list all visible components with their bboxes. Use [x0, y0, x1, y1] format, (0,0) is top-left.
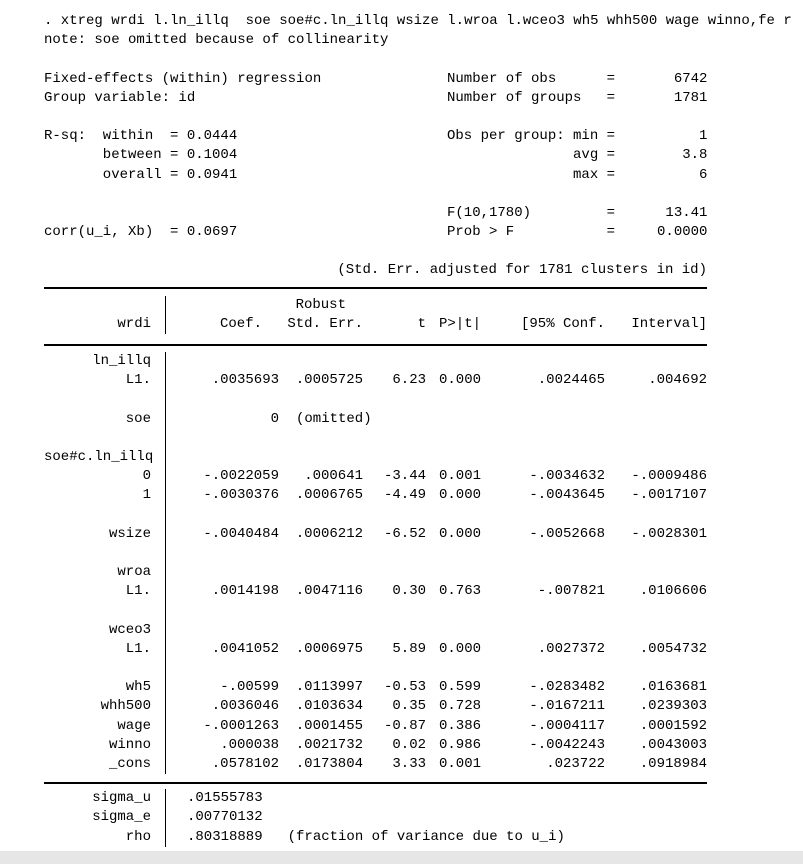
- header-robust: Robust: [295, 296, 346, 313]
- header-p: P>|t|: [438, 315, 481, 332]
- p-cell: 0.001: [438, 755, 481, 772]
- summary-row: [44, 166, 707, 185]
- table-spacer-row: [44, 506, 707, 525]
- cluster-adjustment-note: (Std. Err. adjusted for 1781 clusters in id): [337, 262, 707, 279]
- header-label-spacer: [44, 296, 166, 315]
- summary-row: [44, 204, 707, 223]
- bottom-window-edge: [0, 851, 803, 864]
- se-cell: .0113997: [295, 679, 363, 696]
- var-label: wh5: [44, 678, 166, 697]
- var-label: [44, 506, 166, 525]
- header-ci-low: [95% Conf.: [520, 315, 605, 332]
- coef-cell: .0035693: [211, 372, 279, 389]
- se-cell: .0047116: [295, 583, 363, 600]
- table-row: [44, 678, 707, 697]
- sigma-u-value: .01555783: [187, 790, 263, 807]
- coef-cell: -.0030376: [203, 487, 279, 504]
- var-label: ln_illq: [44, 352, 166, 371]
- p-cell: 0.728: [438, 698, 481, 715]
- header-spacer: [426, 296, 481, 315]
- var-label: 0: [44, 467, 166, 486]
- t-cell: -6.52: [383, 525, 426, 542]
- summary-right-text: avg = 3.8: [447, 147, 708, 164]
- stat-value: [166, 808, 707, 827]
- summary-row: [44, 185, 707, 204]
- ci-low-cell: -.0034632: [529, 468, 605, 485]
- table-row: [44, 717, 707, 736]
- summary-row: [44, 89, 707, 108]
- coef-cell: .000038: [220, 736, 279, 753]
- ci-low-cell: .0027372: [537, 640, 605, 657]
- var-label: [44, 659, 166, 678]
- p-cell: 0.763: [438, 583, 481, 600]
- table-row: [44, 697, 707, 716]
- sigma-e-row: [44, 808, 707, 827]
- summary-right-text: max = 6: [447, 166, 708, 183]
- se-cell: .0001455: [295, 717, 363, 734]
- table-row: [44, 640, 707, 659]
- table-header-row-main: [44, 315, 707, 334]
- sigma-e-value: .00770132: [187, 809, 263, 826]
- p-cell: 0.000: [438, 525, 481, 542]
- var-label: soe#c.ln_illq: [44, 448, 166, 467]
- ci-high-cell: .0043003: [639, 736, 707, 753]
- stat-label: rho: [44, 828, 166, 847]
- var-label: _cons: [44, 755, 166, 774]
- summary-row: [44, 127, 707, 146]
- summary-left-text: Fixed-effects (within) regression: [44, 70, 322, 87]
- table-row: [44, 736, 707, 755]
- summary-right-text: Prob > F = 0.0000: [447, 224, 708, 241]
- var-label: L1.: [44, 640, 166, 659]
- summary-right-text: Number of groups = 1781: [447, 89, 708, 106]
- ci-low-cell: .023722: [546, 755, 605, 772]
- var-label: whh500: [44, 697, 166, 716]
- summary-row: [44, 146, 707, 165]
- ci-high-cell: -.0017107: [631, 487, 707, 504]
- collinearity-note: note: soe omitted because of collinearity: [44, 32, 389, 49]
- t-cell: 5.89: [392, 640, 426, 657]
- ci-high-cell: -.0028301: [631, 525, 707, 542]
- ci-low-cell: -.0042243: [529, 736, 605, 753]
- summary-left-text: Group variable: id: [44, 89, 196, 106]
- summary-right-text: Obs per group: min = 1: [447, 128, 708, 145]
- var-label: wage: [44, 717, 166, 736]
- var-label: 1: [44, 486, 166, 505]
- table-row: [44, 467, 707, 486]
- header-coef: Coef.: [219, 315, 262, 332]
- table-row: [44, 448, 707, 467]
- rho-row: [44, 828, 707, 847]
- coefficient-table-body: [44, 346, 707, 782]
- spacer-line: [44, 50, 707, 69]
- results-output: [44, 12, 792, 847]
- t-cell: -0.53: [383, 679, 426, 696]
- var-label: [44, 390, 166, 409]
- ci-low-cell: -.007821: [537, 583, 605, 600]
- table-row: [44, 371, 707, 390]
- t-cell: 0.35: [392, 698, 426, 715]
- ci-low-cell: -.0052668: [529, 525, 605, 542]
- var-label: wsize: [44, 525, 166, 544]
- variance-components-block: [44, 784, 707, 847]
- table-spacer-row: [44, 390, 707, 409]
- t-cell: -4.49: [383, 487, 426, 504]
- model-summary-block: [44, 70, 707, 243]
- ci-high-cell: .0239303: [639, 698, 707, 715]
- t-cell: 0.02: [392, 736, 426, 753]
- stat-value: [166, 789, 707, 808]
- table-spacer-row: [44, 659, 707, 678]
- table-header-row-robust: [44, 296, 707, 315]
- ci-low-cell: -.0283482: [529, 679, 605, 696]
- p-cell: 0.001: [438, 468, 481, 485]
- p-cell: 0.599: [438, 679, 481, 696]
- var-label: [44, 544, 166, 563]
- var-label: winno: [44, 736, 166, 755]
- se-cell: .0173804: [295, 755, 363, 772]
- table-row: [44, 525, 707, 544]
- summary-left-text: between = 0.1004: [44, 147, 238, 164]
- p-cell: 0.986: [438, 736, 481, 753]
- coef-cell: .0041052: [211, 640, 279, 657]
- summary-left-text: R-sq: within = 0.0444: [44, 128, 238, 145]
- t-cell: 0.30: [392, 583, 426, 600]
- ci-high-cell: .0001592: [639, 717, 707, 734]
- table-row: [44, 352, 707, 371]
- summary-row: [44, 223, 707, 242]
- header-spacer: [605, 296, 707, 315]
- ci-high-cell: .0054732: [639, 640, 707, 657]
- ci-low-cell: -.0004117: [529, 717, 605, 734]
- t-cell: -3.44: [383, 468, 426, 485]
- var-label: L1.: [44, 582, 166, 601]
- p-cell: 0.386: [438, 717, 481, 734]
- coef-cell: .0014198: [211, 583, 279, 600]
- se-cell: .0021732: [295, 736, 363, 753]
- omitted-note: (omitted): [296, 410, 372, 427]
- var-label: soe: [44, 410, 166, 429]
- table-spacer-row: [44, 429, 707, 448]
- coef-cell: -.0022059: [203, 468, 279, 485]
- coef-cell: .0578102: [211, 755, 279, 772]
- se-cell: .0005725: [295, 372, 363, 389]
- se-cell: .0006212: [295, 525, 363, 542]
- command-line: . xtreg wrdi l.ln_illq soe soe#c.ln_illq wsize l.wroa l.wceo3 wh5 whh500 wage winno,fe r: [44, 13, 792, 29]
- header-spacer: [481, 296, 605, 315]
- table-row: [44, 755, 707, 774]
- header-std-err: Std. Err.: [287, 315, 363, 332]
- rho-note: (fraction of variance due to u_i): [287, 828, 565, 845]
- table-spacer-row: [44, 601, 707, 620]
- stat-value: [166, 828, 707, 847]
- var-label: wceo3: [44, 621, 166, 640]
- coef-cell: -.00599: [220, 679, 279, 696]
- var-label: L1.: [44, 371, 166, 390]
- table-spacer-row: [44, 544, 707, 563]
- ci-high-cell: .0918984: [639, 755, 707, 772]
- ci-high-cell: .004692: [648, 372, 707, 389]
- spacer-line: [44, 242, 707, 261]
- stat-label: sigma_u: [44, 789, 166, 808]
- table-row: [44, 486, 707, 505]
- var-label: wroa: [44, 563, 166, 582]
- header-ci-high: Interval]: [631, 315, 707, 332]
- dep-var-header: wrdi: [44, 315, 166, 334]
- summary-right-text: F(10,1780) = 13.41: [447, 204, 708, 221]
- se-cell: .0006975: [295, 640, 363, 657]
- coef-cell: 0: [270, 410, 279, 427]
- summary-row: [44, 108, 707, 127]
- ci-high-cell: -.0009486: [631, 468, 707, 485]
- se-cell: .000641: [304, 468, 363, 485]
- table-row: [44, 582, 707, 601]
- header-t: t: [417, 315, 426, 332]
- table-header: [44, 289, 707, 344]
- se-cell: .0103634: [295, 698, 363, 715]
- p-cell: 0.000: [438, 372, 481, 389]
- summary-right-text: Number of obs = 6742: [447, 70, 708, 87]
- coef-cell: -.0001263: [203, 717, 279, 734]
- ci-high-cell: .0106606: [639, 583, 707, 600]
- summary-left-text: corr(u_i, Xb) = 0.0697: [44, 224, 238, 241]
- table-row: [44, 621, 707, 640]
- var-label: [44, 429, 166, 448]
- header-coef-spacer: [166, 296, 279, 315]
- p-cell: 0.000: [438, 640, 481, 657]
- rho-value: .80318889: [187, 828, 263, 845]
- p-cell: 0.000: [438, 487, 481, 504]
- summary-left-text: overall = 0.0941: [44, 166, 238, 183]
- ci-low-cell: .0024465: [537, 372, 605, 389]
- t-cell: 6.23: [392, 372, 426, 389]
- ci-low-cell: -.0167211: [529, 698, 605, 715]
- stat-label: sigma_e: [44, 808, 166, 827]
- ci-low-cell: -.0043645: [529, 487, 605, 504]
- table-row: [44, 563, 707, 582]
- ci-high-cell: .0163681: [639, 679, 707, 696]
- coef-cell: -.0040484: [203, 525, 279, 542]
- coefficient-table: [44, 287, 707, 847]
- header-spacer: [363, 296, 426, 315]
- se-cell: .0006765: [295, 487, 363, 504]
- t-cell: 3.33: [392, 755, 426, 772]
- summary-row: [44, 70, 707, 89]
- table-row: [44, 410, 707, 429]
- var-label: [44, 601, 166, 620]
- sigma-u-row: [44, 789, 707, 808]
- coef-cell: .0036046: [211, 698, 279, 715]
- t-cell: -0.87: [383, 717, 426, 734]
